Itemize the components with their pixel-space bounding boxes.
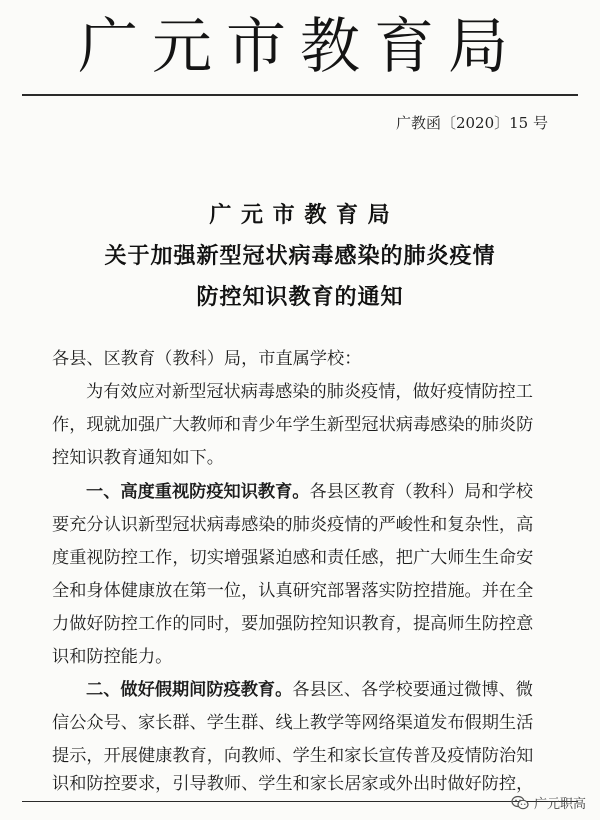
section-1-line-4: 全和身体健康放在第一位，认真研究部署落实防控措施。并在全 — [52, 581, 534, 601]
letterhead-rule — [22, 94, 578, 96]
section-1-line-3: 度重视防控工作，切实增强紧迫感和责任感，把广大师生生命安 — [52, 548, 534, 568]
section-1-line-1 — [86, 480, 586, 504]
document-number: 广教函〔2020〕15 号 — [395, 114, 548, 132]
notice-title-line-3: 防控知识教育的通知 — [196, 284, 404, 310]
salutation: 各县、区教育（教科）局，市直属学校： — [52, 349, 362, 369]
watermark-text: 广元职高 — [533, 797, 586, 812]
section-2-heading: 二、做好假期间防疫教育。 — [86, 680, 293, 700]
section-1-line-6: 识和防控能力。 — [52, 647, 173, 667]
letterhead-title: 广元市教育局 — [78, 12, 522, 82]
watermark — [511, 793, 586, 812]
paragraph-1-line-1: 为有效应对新型冠状病毒感染的肺炎疫情，做好疫情防控工 — [86, 382, 533, 402]
section-2-line-4: 识和防控要求，引导教师、学生和家长居家或外出时做好防控， — [52, 774, 534, 794]
section-1-line-2: 要充分认识新型冠状病毒感染的肺炎疫情的严峻性和复杂性，高 — [52, 515, 534, 535]
paragraph-1-line-3: 控知识教育通知如下。 — [52, 448, 224, 468]
notice-title-line-1: 广 元 市 教 育 局 — [209, 202, 391, 228]
section-2-line-3: 提示，开展健康教育，向教师、学生和家长宣传普及疫情防治知 — [52, 746, 534, 766]
notice-title-line-2: 关于加强新型冠状病毒感染的肺炎疫情 — [104, 243, 496, 269]
section-1-line-5: 力做好防控工作的同时，要加强防控知识教育，提高师生防控意 — [52, 614, 534, 634]
section-1-heading: 一、高度重视防疫知识教育。 — [86, 482, 310, 502]
section-2-line-2: 信公众号、家长群、学生群、线上教学等网络渠道发布假期生活 — [52, 713, 534, 733]
section-1-line-1-text: 各县区教育（教科）局和学校 — [309, 482, 533, 502]
paragraph-1-line-2: 作，现就加强广大教师和青少年学生新型冠状病毒感染的肺炎防 — [52, 415, 534, 435]
footer-rule — [22, 801, 578, 802]
section-2-line-1-text: 各县区、各学校要通过微博、微 — [292, 680, 533, 700]
section-2-line-1 — [86, 678, 586, 702]
wechat-icon — [511, 795, 529, 811]
